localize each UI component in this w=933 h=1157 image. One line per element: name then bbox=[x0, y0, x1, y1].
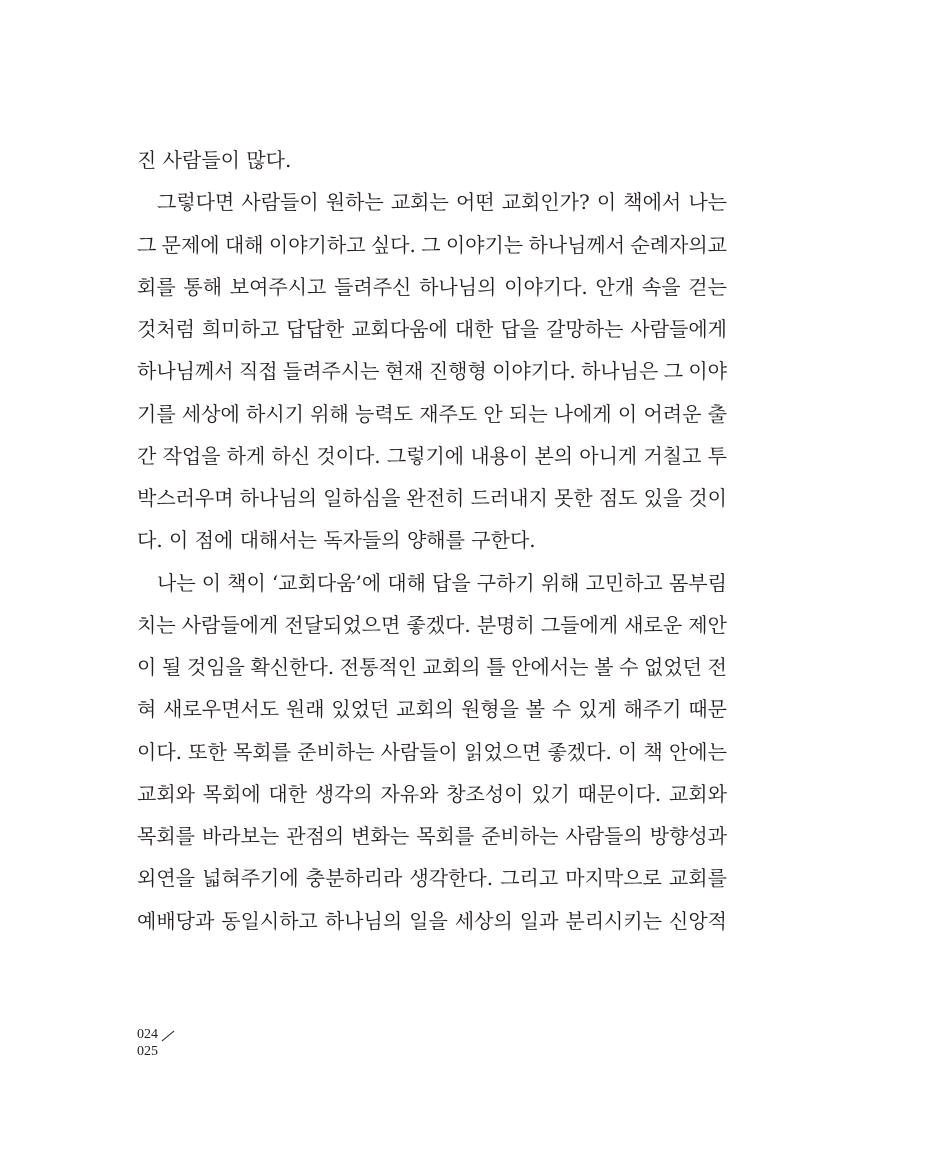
text-line: 박스러우며 하나님의 일하심을 완전히 드러내지 못한 점도 있을 것이 bbox=[137, 486, 727, 510]
text-line: 것처럼 희미하고 답답한 교회다움에 대한 답을 갈망하는 사람들에게 bbox=[137, 317, 727, 341]
page-folio bbox=[137, 1026, 158, 1060]
text-line: 치는 사람들에게 전달되었으면 좋겠다. 분명히 그들에게 새로운 제안 bbox=[137, 612, 727, 637]
body-text bbox=[137, 139, 727, 942]
text-line: 기를 세상에 하시기 위해 능력도 재주도 안 되는 나에게 이 어려운 출 bbox=[137, 401, 727, 426]
text-line: 하나님께서 직접 들려주시는 현재 진행형 이야기다. 하나님은 그 이야 bbox=[137, 359, 727, 384]
text-line: 목회를 바라보는 관점의 변화는 목회를 준비하는 사람들의 방향성과 bbox=[137, 824, 727, 848]
text-line: 이 될 것임을 확신한다. 전통적인 교회의 틀 안에서는 볼 수 없었던 전 bbox=[137, 655, 727, 679]
text-line: 다. 이 점에 대해서는 독자들의 양해를 구한다. bbox=[137, 528, 536, 553]
text-line: 회를 통해 보여주시고 들려주신 하나님의 이야기다. 안개 속을 걷는 bbox=[137, 274, 727, 299]
text-line: 나는 이 책이 ‘교회다움’에 대해 답을 구하기 위해 고민하고 몸부림 bbox=[157, 570, 727, 595]
text-line: 예배당과 동일시하고 하나님의 일을 세상의 일과 분리시키는 신앙적 bbox=[137, 908, 727, 933]
text-line: 진 사람들이 많다. bbox=[137, 148, 292, 172]
text-line: 이다. 또한 목회를 준비하는 사람들이 읽었으면 좋겠다. 이 책 안에는 bbox=[137, 739, 727, 764]
right-page-number: 025 bbox=[137, 1044, 158, 1059]
left-page-number: 024 bbox=[137, 1027, 158, 1042]
text-line: 간 작업을 하게 하신 것이다. 그렇기에 내용이 본의 아니게 거칠고 투 bbox=[137, 443, 727, 468]
text-line: 교회와 목회에 대한 생각의 자유와 창조성이 있기 때문이다. 교회와 bbox=[137, 781, 727, 806]
text-line: 혀 새로우면서도 원래 있었던 교회의 원형을 볼 수 있게 해주기 때문 bbox=[137, 697, 727, 722]
folio-slash-icon bbox=[161, 1030, 175, 1042]
text-line: 그렇다면 사람들이 원하는 교회는 어떤 교회인가? 이 책에서 나는 bbox=[157, 190, 727, 215]
text-line: 그 문제에 대해 이야기하고 싶다. 그 이야기는 하나님께서 순례자의교 bbox=[137, 232, 727, 257]
text-line: 외연을 넓혀주기에 충분하리라 생각한다. 그리고 마지막으로 교회를 bbox=[137, 866, 727, 891]
